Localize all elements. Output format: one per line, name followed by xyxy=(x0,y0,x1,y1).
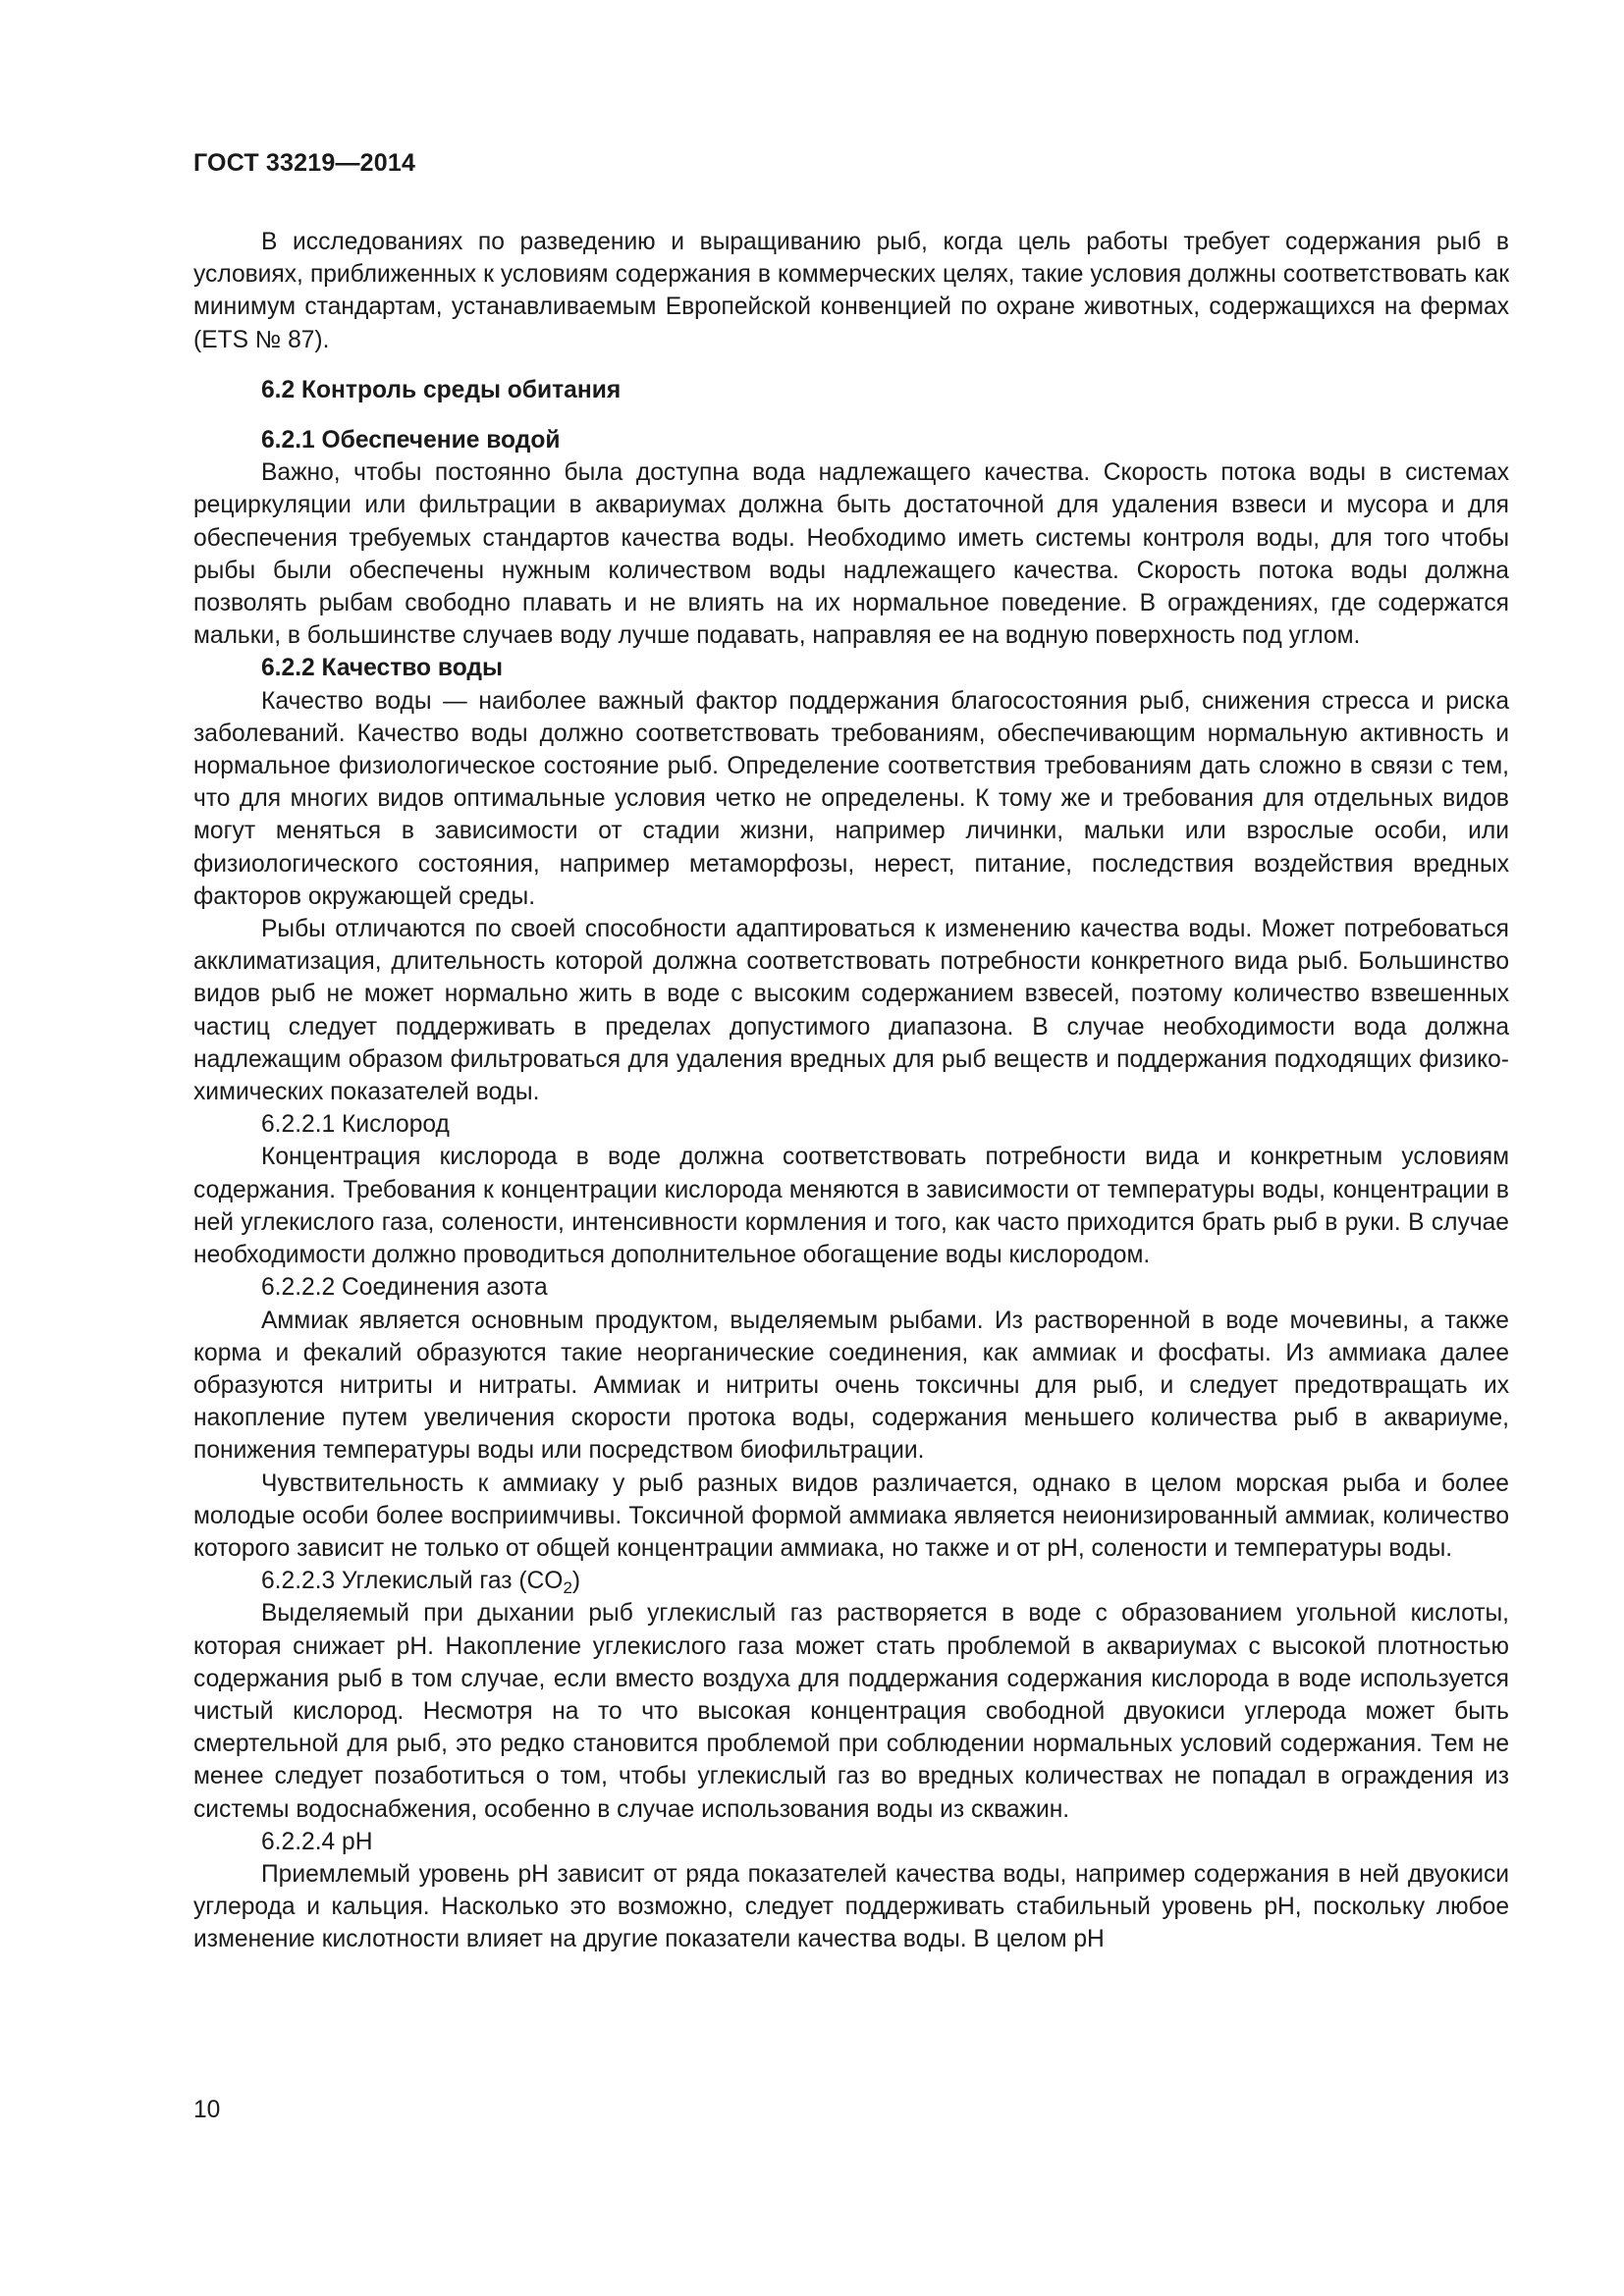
section-6-2-2-2-paragraph-1: Аммиак является основным продуктом, выделяемым рыбами. Из растворенной в воде мочевины, а также корма и фекалий образуются такие неорганические соединения, как аммиак и фосфаты. Из аммиака далее образуются нитриты и нитраты. Аммиак и нитриты очень токсичны для рыб, и следует предотвращать их накопление путем увеличения скорости протока воды, содержания меньшего количества рыб в аквариуме, понижения температуры воды или посредством биофильтрации. xyxy=(193,1307,1509,1465)
document-header: ГОСТ 33219—2014 xyxy=(193,149,416,177)
section-6-2-2-2-paragraph-2: Чувствительность к аммиаку у рыб разных видов различается, однако в целом морская рыба и более молодые особи более восприимчивы. Токсичной формой аммиака является неионизированный аммиак, количество которого зависит не только от общей концентрации аммиака, но также и от pH, солености и температуры воды. xyxy=(193,1469,1509,1562)
section-6-2-2-1-paragraph: Концентрация кислорода в воде должна соответствовать потребности вида и конкретным условиям содержания. Требования к концентрации кислорода меняются в зависимости от температуры воды, концентрации в ней углекислого газа, солености, интенсивности кормления и того, как часто приходится брать рыб в руки. В случае необходимости должно проводиться дополнительное обогащение воды кислородом. xyxy=(193,1144,1509,1269)
section-6-2-2-3-title-prefix: 6.2.2.3 Углекислый газ (CO xyxy=(261,1568,564,1595)
section-6-2-2-3-title-suffix: ) xyxy=(571,1568,581,1595)
section-6-2-1-paragraph: Важно, чтобы постоянно была доступна вода надлежащего качества. Скорость потока воды в системах рециркуляции или фильтрации в аквариумах должна быть достаточной для удаления взвеси и мусора и для обеспечения требуемых стандартов качества воды. Необходимо иметь системы контроля воды, для того чтобы рыбы были обеспечены нужным количеством воды надлежащего качества. Скорость потока воды должна позволять рыбам свободно плавать и не влиять на их нормальное поведение. В ограждениях, где содержатся мальки, в большинстве случаев воду лучше подавать, направляя ее на водную поверхность под углом. xyxy=(193,459,1509,650)
co2-subscript: 2 xyxy=(563,1578,572,1598)
section-6-2-2-paragraph-1: Качество воды — наиболее важный фактор поддержания благосостояния рыб, снижения стресса и риска заболеваний. Качество воды должно соответствовать требованиям, обеспечивающим нормальную активность и нормальное физиологическое состояние рыб. Определение соответствия требованиям дать сложно в связи с тем, что для многих видов оптимальные условия четко не определены. К тому же и требования для отдельных видов могут меняться в зависимости от стадии жизни, например личинки, мальки или взрослые особи, или физиологического состояния, например метаморфозы, нерест, питание, последствия воздействия вредных факторов окружающей среды. xyxy=(193,687,1509,910)
section-6-2-2-4-paragraph: Приемлемый уровень pH зависит от ряда показателей качества воды, например содержания в ней двуокиси углерода и кальция. Насколько это возможно, следует поддерживать стабильный уровень pH, поскольку любое изменение кислотности влияет на другие показатели качества воды. В целом pH xyxy=(193,1860,1509,1953)
section-6-2-2-2-title: 6.2.2.2 Соединения азота xyxy=(261,1274,548,1302)
section-6-2-2-paragraph-2: Рыбы отличаются по своей способности адаптироваться к изменению качества воды. Может потребоваться акклиматизация, длительность которой должна соответствовать потребности конкретного вида рыб. Большинство видов рыб не может нормально жить в воде с высоким содержанием взвесей, поэтому количество взвешенных частиц следует поддерживать в пределах допустимого диапазона. В случае необходимости вода должна надлежащим образом фильтроваться для удаления вредных для рыб веществ и поддержания подходящих физико-химических показателей воды. xyxy=(193,916,1509,1106)
section-6-2-1-title: 6.2.1 Обеспечение водой xyxy=(261,427,561,454)
section-6-2-2-4-title: 6.2.2.4 pH xyxy=(261,1828,373,1855)
section-6-2-2-title: 6.2.2 Качество воды xyxy=(261,655,504,682)
page-number: 10 xyxy=(193,2097,221,2123)
document-body xyxy=(193,226,1509,1956)
section-6-2-2-1-title: 6.2.2.1 Кислород xyxy=(261,1111,450,1139)
section-6-2-2-3-paragraph: Выделяемый при дыхании рыб углекислый газ растворяется в воде с образованием угольной кислоты, которая снижает pH. Накопление углекислого газа может стать проблемой в аквариумах с высокой плотностью содержания рыб в том случае, если вместо воздуха для поддержания содержания кислорода в воде используется чистый кислород. Несмотря на то что высокая концентрация свободной двуокиси углерода может быть смертельной для рыб, это редко становится проблемой при соблюдении нормальных условий содержания. Тем не менее следует позаботиться о том, чтобы углекислый газ во вредных количествах не попадал в ограждения из системы водоснабжения, особенно в случае использования воды из скважин. xyxy=(193,1600,1509,1823)
intro-paragraph: В исследованиях по разведению и выращиванию рыб, когда цель работы требует содержания рыб в условиях, приближенных к условиям содержания в коммерческих целях, такие условия должны соответствовать как минимум стандартам, устанавливаемым Европейской конвенцией по охране животных, содержащихся на фермах (ETS № 87). xyxy=(193,229,1509,353)
section-6-2-2-3-title xyxy=(193,1565,1509,1597)
section-6-2-title: 6.2 Контроль среды обитания xyxy=(261,376,622,403)
